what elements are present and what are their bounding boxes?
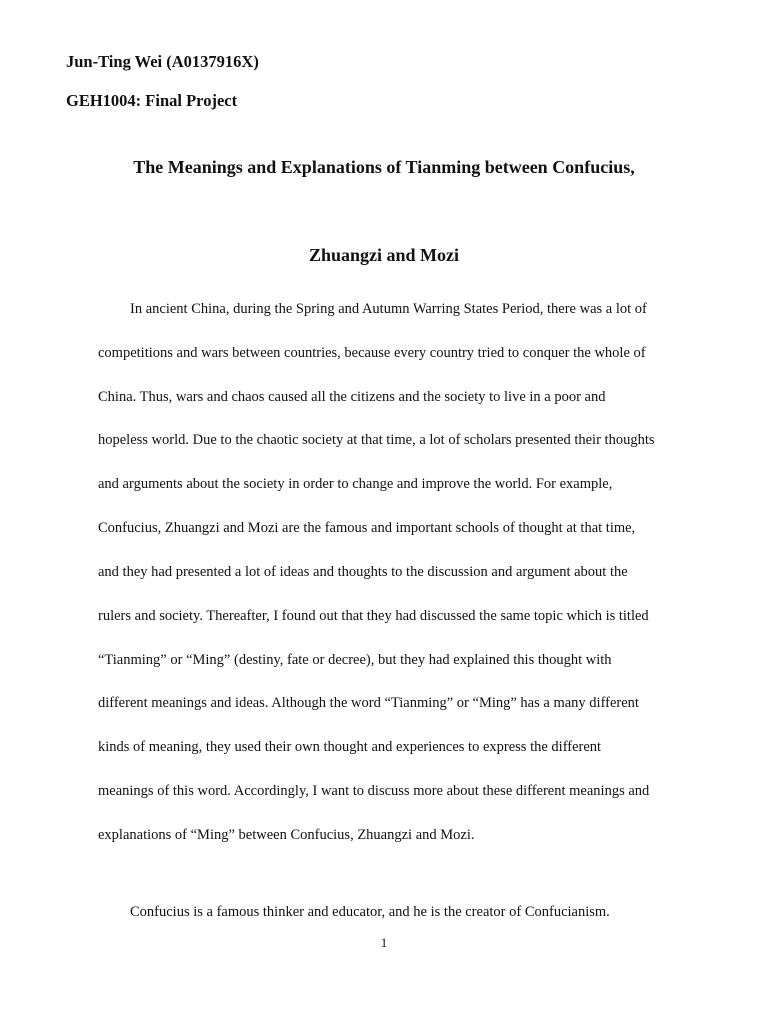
paragraph-line: China. Thus, wars and chaos caused all the citizens and the society to live in a poor and — [98, 389, 606, 405]
paragraph-line: explanations of “Ming” between Confucius, Zhuangzi and Mozi. — [98, 827, 475, 843]
paragraph-line: Confucius is a famous thinker and educator, and he is the creator of Confucianism. — [130, 904, 610, 920]
author-line: Jun-Ting Wei (A0137916X) — [66, 52, 259, 71]
paragraph-line: and they had presented a lot of ideas and thoughts to the discussion and argument about the — [98, 564, 628, 580]
document-title-line-2: Zhuangzi and Mozi — [308, 245, 460, 265]
page-number: 1 — [380, 935, 388, 950]
paragraph-line: meanings of this word. Accordingly, I want to discuss more about these different meanings and — [98, 783, 650, 799]
document-title-line-1: The Meanings and Explanations of Tianming between Confucius, — [133, 157, 635, 177]
paragraph-line: “Tianming” or “Ming” (destiny, fate or decree), but they had explained this thought with — [98, 652, 612, 668]
paragraph-line: competitions and wars between countries, because every country tried to conquer the whole of — [98, 345, 646, 361]
paragraph-line: kinds of meaning, they used their own thought and experiences to express the different — [98, 739, 602, 755]
course-line: GEH1004: Final Project — [66, 91, 238, 110]
paragraph-line: rulers and society. Thereafter, I found out that they had discussed the same topic which is titled — [98, 608, 649, 624]
paragraph-line: and arguments about the society in order to change and improve the world. For example, — [98, 476, 613, 492]
paragraph-line: Confucius, Zhuangzi and Mozi are the famous and important schools of thought at that time, — [98, 520, 636, 536]
paragraph-line: different meanings and ideas. Although the word “Tianming” or “Ming” has a many different — [98, 695, 639, 711]
paragraph-line: In ancient China, during the Spring and Autumn Warring States Period, there was a lot of — [130, 301, 647, 317]
paragraph-line: hopeless world. Due to the chaotic society at that time, a lot of scholars presented their thoughts — [98, 432, 655, 448]
